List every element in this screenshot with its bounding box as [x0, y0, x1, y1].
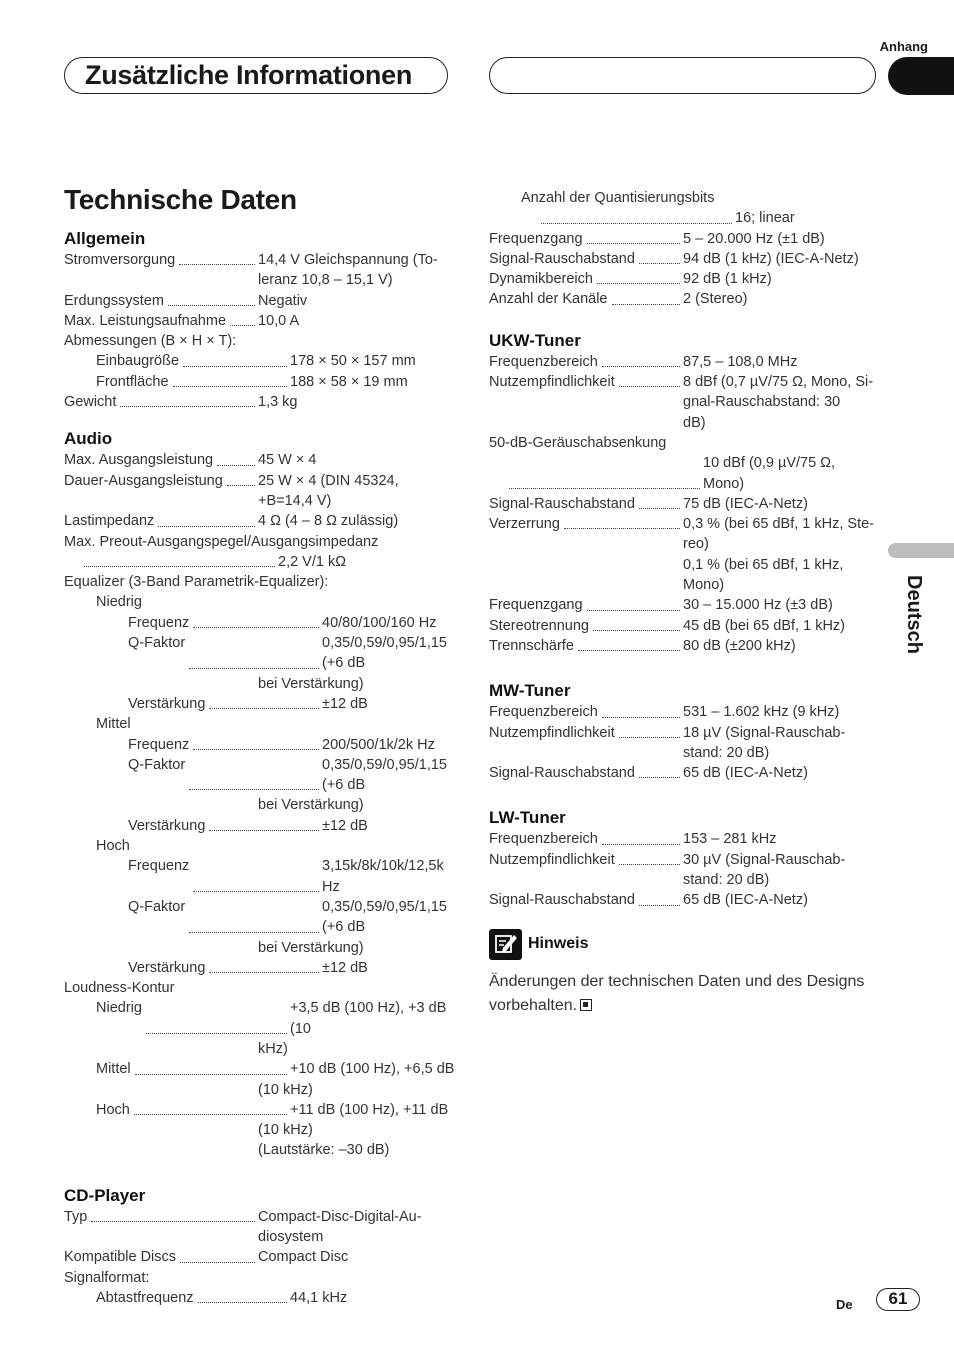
spec-row: [64, 351, 456, 371]
spec-value: 0,35/0,59/0,95/1,15 (+6 dB: [322, 898, 447, 936]
spec-row: [64, 958, 456, 978]
spec-value: 25 W × 4 (DIN 45324,: [258, 472, 399, 489]
hinweis-header: [489, 929, 879, 960]
section-heading: CD-Player: [64, 1185, 146, 1205]
spec-label: Hoch: [96, 1101, 130, 1118]
spec-row: [64, 1039, 456, 1059]
spec-row: [489, 208, 879, 228]
spec-label: Frequenzgang: [489, 230, 583, 247]
spec-value: 92 dB (1 kHz): [683, 271, 772, 288]
spec-label: Frequenz: [128, 858, 190, 875]
spec-subtitle: 50-dB-Geräuschabsenkung: [489, 434, 667, 451]
spec-label: Frequenzbereich: [489, 704, 598, 721]
spec-value: stand: 20 dB): [683, 872, 770, 889]
empty-title-box: [489, 57, 876, 94]
section-allgemein: [64, 228, 456, 412]
spec-subtitle: Mittel: [96, 716, 131, 733]
spec-label: Nutzempfindlichkeit: [489, 724, 615, 741]
spec-row: [489, 289, 879, 309]
spec-row: [489, 616, 879, 636]
spec-value: ±12 dB: [322, 695, 368, 712]
spec-row: [489, 870, 879, 890]
spec-label: Max. Ausgangsleistung: [64, 452, 214, 469]
spec-label: Dauer-Ausgangsleistung: [64, 472, 223, 489]
spec-label: Niedrig: [96, 1000, 142, 1017]
spec-value: 45 dB (bei 65 dBf, 1 kHz): [683, 617, 845, 634]
spec-row: [64, 1120, 456, 1140]
spec-value: Compact-Disc-Digital-Au-: [258, 1208, 422, 1225]
page-number: 61: [876, 1288, 920, 1311]
left-column: [64, 228, 456, 1324]
spec-row: [64, 938, 456, 958]
spec-value: 2 (Stereo): [683, 291, 748, 308]
spec-value: kHz): [258, 1040, 288, 1057]
spec-row: [64, 1140, 456, 1160]
spec-label: Verzerrung: [489, 516, 560, 533]
spec-value: (10 kHz): [258, 1122, 313, 1139]
spec-value: 5 – 20.000 Hz (±1 dB): [683, 230, 825, 247]
spec-label: Stromversorgung: [64, 252, 176, 268]
spec-row: [489, 514, 879, 534]
spec-value: 44,1 kHz: [290, 1289, 348, 1306]
spec-subtitle: Loudness-Kontur: [64, 980, 175, 997]
spec-subtitle: Equalizer (3-Band Parametrik-Equalizer):: [64, 574, 329, 591]
spec-value: 200/500/1k/2k Hz: [322, 736, 435, 753]
end-mark-icon: [580, 999, 592, 1011]
spec-label: Frequenz: [128, 614, 190, 631]
spec-row: [489, 850, 879, 870]
spec-value: +B=14,4 V): [258, 492, 332, 509]
section-heading: LW-Tuner: [489, 808, 566, 828]
spec-row: [64, 491, 456, 511]
spec-label: Q-Faktor: [128, 635, 186, 652]
spec-value: Negativ: [258, 292, 308, 309]
spec-row: [489, 494, 879, 514]
spec-subtitle: Anzahl der Quantisierungsbits: [521, 190, 715, 206]
spec-row: [489, 392, 879, 412]
spec-value: 94 dB (1 kHz) (IEC-A-Netz): [683, 250, 859, 267]
spec-label: Signal-Rauschabstand: [489, 892, 635, 909]
section-heading: UKW-Tuner: [489, 330, 581, 350]
spec-value: +11 dB (100 Hz), +11 dB: [290, 1101, 449, 1118]
spec-row: [489, 890, 879, 910]
grey-tab: [888, 543, 954, 558]
spec-value: 1,3 kg: [258, 394, 298, 411]
spec-row: [64, 372, 456, 392]
spec-value: dB): [683, 414, 706, 431]
spec-label: Dynamikbereich: [489, 271, 593, 288]
section-audio: [64, 428, 456, 1160]
spec-label: Q-Faktor: [128, 898, 186, 915]
spec-row: [64, 633, 456, 674]
spec-row: [489, 453, 879, 494]
spec-value: leranz 10,8 – 15,1 V): [258, 272, 393, 289]
spec-label: Signal-Rauschabstand: [489, 495, 635, 512]
spec-row: [489, 702, 879, 722]
spec-row: [489, 534, 879, 554]
hinweis-text: Änderungen der technischen Daten und des Designs vorbehalten.: [489, 972, 865, 1014]
spec-value: 65 dB (IEC-A-Netz): [683, 892, 808, 909]
spec-row: [64, 816, 456, 836]
spec-row: [64, 613, 456, 633]
spec-row: [489, 595, 879, 615]
spec-label: Frequenzbereich: [489, 831, 598, 848]
spec-value: (Lautstärke: –30 dB): [258, 1142, 390, 1159]
section-cd-continued: [489, 188, 879, 310]
spec-row: [489, 636, 879, 656]
spec-row: [64, 250, 456, 270]
spec-value: 8 dBf (0,7 µV/75 Ω, Mono, Si-: [683, 374, 874, 391]
spec-row: [64, 1080, 456, 1100]
spec-value: gnal-Rauschabstand: 30: [683, 394, 841, 411]
section-heading: Allgemein: [64, 229, 146, 248]
spec-value: 30 – 15.000 Hz (±3 dB): [683, 597, 833, 614]
spec-label: Nutzempfindlichkeit: [489, 851, 615, 868]
spec-value: 0,35/0,59/0,95/1,15 (+6 dB: [322, 756, 447, 794]
spec-subtitle: Max. Preout-Ausgangspegel/Ausgangsimpedanz: [64, 533, 379, 550]
spec-value: ±12 dB: [322, 817, 368, 834]
spec-label: Signal-Rauschabstand: [489, 765, 635, 782]
spec-label: Verstärkung: [128, 817, 206, 834]
spec-label: Verstärkung: [128, 959, 206, 976]
spec-row: [64, 511, 456, 531]
spec-row: [64, 755, 456, 796]
spec-value: 75 dB (IEC-A-Netz): [683, 495, 808, 512]
spec-row: [489, 829, 879, 849]
spec-label: Nutzempfindlichkeit: [489, 374, 615, 391]
spec-row: [64, 694, 456, 714]
spec-value: 0,35/0,59/0,95/1,15 (+6 dB: [322, 635, 447, 672]
right-column: [489, 188, 879, 1018]
language-code: De: [836, 1297, 853, 1312]
spec-row: [64, 392, 456, 412]
spec-subtitle: Signalformat:: [64, 1269, 150, 1286]
spec-value: 40/80/100/160 Hz: [322, 614, 437, 631]
spec-row: [489, 269, 879, 289]
spec-label: Gewicht: [64, 394, 117, 411]
spec-row: [64, 1100, 456, 1120]
spec-value: 87,5 – 108,0 MHz: [683, 353, 798, 370]
pencil-note-icon: [489, 929, 522, 960]
spec-row: [489, 723, 879, 743]
spec-row: [64, 735, 456, 755]
spec-value: Mono): [683, 577, 725, 594]
spec-value: stand: 20 dB): [683, 744, 770, 761]
section-lw-tuner: [489, 807, 879, 910]
spec-value: 16; linear: [735, 210, 795, 227]
hinweis-title: Hinweis: [528, 934, 589, 952]
spec-row: [64, 1247, 456, 1267]
spec-label: Frequenzgang: [489, 597, 583, 614]
spec-value: 178 × 50 × 157 mm: [290, 353, 416, 370]
spec-row: [64, 1288, 456, 1308]
spec-label: Q-Faktor: [128, 756, 186, 773]
hinweis-note: [489, 929, 879, 1018]
spec-value: 153 – 281 kHz: [683, 831, 777, 848]
spec-label: Einbaugröße: [96, 353, 180, 370]
spec-label: Frequenzbereich: [489, 353, 598, 370]
spec-row: [64, 1227, 456, 1247]
spec-subtitle: Abmessungen (B × H × T):: [64, 333, 237, 350]
spec-row: [489, 555, 879, 575]
page-section-title: Zusätzliche Informationen: [85, 60, 413, 90]
spec-row: [489, 743, 879, 763]
spec-row: [64, 674, 456, 694]
spec-value: 14,4 V Gleichspannung (To-: [258, 252, 438, 268]
spec-row: [489, 763, 879, 783]
section-heading: Audio: [64, 429, 113, 449]
spec-row: [64, 897, 456, 938]
spec-row: [64, 795, 456, 815]
section-mw-tuner: [489, 680, 879, 783]
spec-row: [64, 856, 456, 897]
section-ukw-tuner: [489, 330, 879, 656]
spec-subtitle: Niedrig: [96, 594, 142, 611]
spec-label: Verstärkung: [128, 695, 206, 712]
spec-label: Typ: [64, 1208, 88, 1225]
spec-row: [489, 372, 879, 392]
section-cd-player: [64, 1185, 456, 1308]
spec-value: 10 dBf (0,9 µV/75 Ω, Mono): [703, 455, 836, 492]
spec-label: Frequenz: [128, 736, 190, 753]
spec-label: Erdungssystem: [64, 292, 164, 309]
spec-value: (10 kHz): [258, 1081, 313, 1098]
spec-label: Stereotrennung: [489, 617, 589, 634]
spec-row: [64, 450, 456, 470]
spec-row: [64, 270, 456, 290]
main-heading: Technische Daten: [64, 184, 297, 215]
language-tab-label: Deutsch: [903, 575, 925, 654]
spec-value: 188 × 58 × 19 mm: [290, 373, 408, 390]
spec-label: Max. Leistungsaufnahme: [64, 312, 227, 329]
spec-row: [64, 552, 456, 572]
spec-value: +3,5 dB (100 Hz), +3 dB (10: [290, 1000, 447, 1037]
spec-label: Kompatible Discs: [64, 1249, 177, 1266]
spec-label: Lastimpedanz: [64, 513, 155, 530]
spec-value: bei Verstärkung): [258, 797, 364, 814]
spec-value: diosystem: [258, 1229, 324, 1246]
spec-label: Mittel: [96, 1061, 131, 1078]
spec-row: [489, 229, 879, 249]
spec-row: [64, 998, 456, 1039]
spec-subtitle: Hoch: [96, 838, 130, 855]
spec-value: 0,3 % (bei 65 dBf, 1 kHz, Ste-: [683, 516, 875, 533]
spec-value: 45 W × 4: [258, 452, 317, 469]
spec-label: Signal-Rauschabstand: [489, 250, 635, 267]
spec-value: 80 dB (±200 kHz): [683, 637, 796, 654]
spec-value: bei Verstärkung): [258, 675, 364, 692]
spec-label: Trennschärfe: [489, 637, 574, 654]
spec-value: 531 – 1.602 kHz (9 kHz): [683, 704, 840, 721]
spec-value: 10,0 A: [258, 312, 300, 329]
spec-row: [489, 352, 879, 372]
spec-row: [489, 249, 879, 269]
spec-row: [489, 413, 879, 433]
spec-value: 65 dB (IEC-A-Netz): [683, 765, 808, 782]
black-tab: [888, 57, 954, 95]
spec-row: [64, 471, 456, 491]
spec-row: [489, 575, 879, 595]
section-heading: MW-Tuner: [489, 681, 571, 701]
spec-value: 2,2 V/1 kΩ: [278, 553, 347, 570]
spec-row: [64, 1059, 456, 1079]
section-label: Anhang: [879, 39, 928, 54]
spec-label: Abtastfrequenz: [96, 1289, 194, 1306]
spec-row: [64, 291, 456, 311]
spec-value: 3,15k/8k/10k/12,5k Hz: [322, 858, 444, 895]
spec-row: [64, 1207, 456, 1227]
spec-value: 0,1 % (bei 65 dBf, 1 kHz,: [683, 556, 844, 573]
spec-label: Anzahl der Kanäle: [489, 291, 608, 308]
spec-label: Frontfläche: [96, 373, 169, 390]
spec-value: 30 µV (Signal-Rauschab-: [683, 851, 846, 868]
spec-value: +10 dB (100 Hz), +6,5 dB: [290, 1061, 455, 1078]
title-box: [64, 57, 448, 94]
spec-value: 18 µV (Signal-Rauschab-: [683, 724, 846, 741]
spec-value: reo): [683, 536, 709, 553]
spec-value: Compact Disc: [258, 1249, 349, 1266]
spec-row: [64, 311, 456, 331]
spec-value: ±12 dB: [322, 959, 368, 976]
spec-value: 4 Ω (4 – 8 Ω zulässig): [258, 513, 399, 530]
spec-value: bei Verstärkung): [258, 939, 364, 956]
